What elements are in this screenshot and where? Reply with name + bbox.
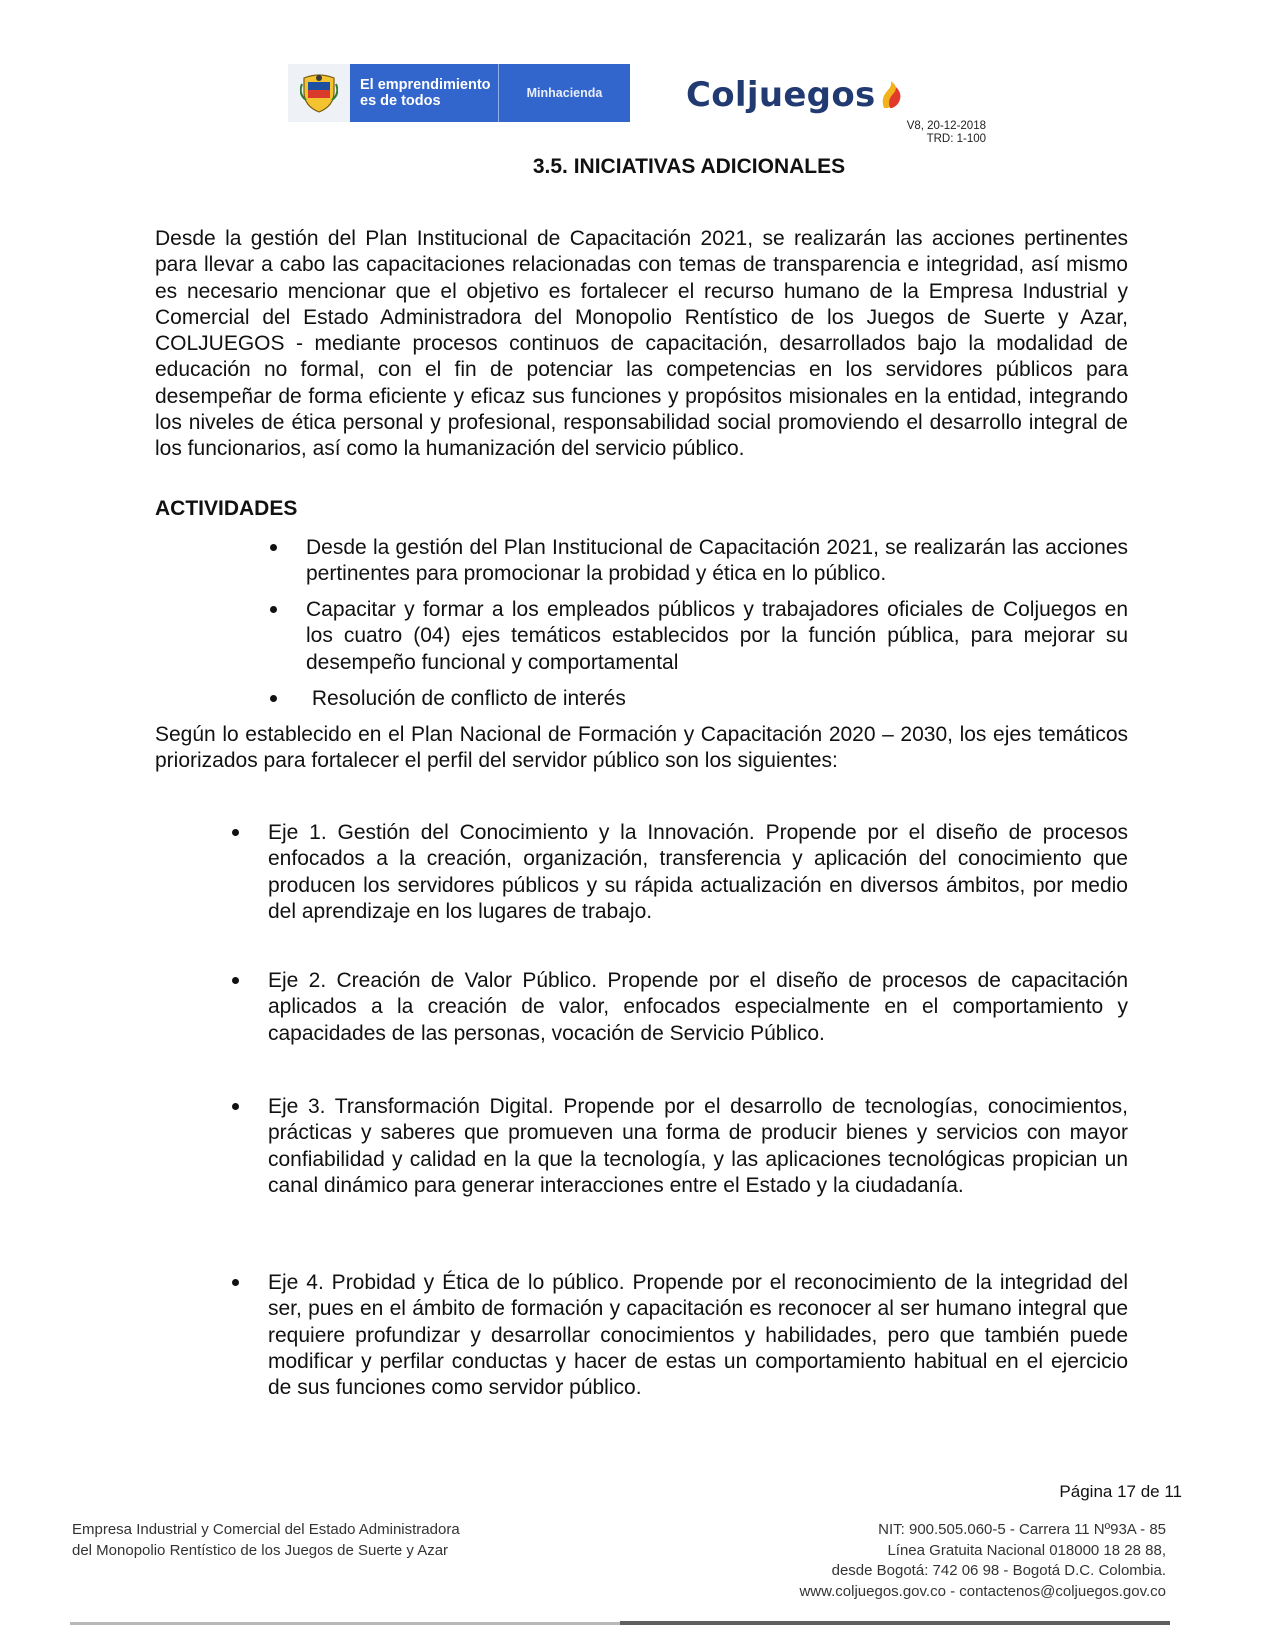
bullet-icon xyxy=(270,544,277,551)
list-item: Eje 3. Transformación Digital. Propende por el desarrollo de tecnologías, conocimientos, prácticas y saberes que promueven una forma de producir bienes y servicios con mayor confiabilidad y calidad en la que la tecnología, y las aplicaciones tecnológicas propician un canal dinámico para generar interacciones entre el Estado y la ciudadanía. xyxy=(268,1094,1128,1199)
government-logo-banner xyxy=(288,64,630,122)
footer-company-name: Empresa Industrial y Comercial del Estado Administradora del Monopolio Rentístico de los Juegos de Suerte y Azar xyxy=(72,1521,460,1559)
plan-paragraph: Según lo establecido en el Plan Nacional de Formación y Capacitación 2020 – 2030, los ejes temáticos priorizados para fortalecer el perfil del servidor público son los siguientes: xyxy=(155,723,1128,773)
bullet-icon xyxy=(232,1103,239,1110)
footer-divider xyxy=(70,1622,620,1625)
coljuegos-logo xyxy=(686,72,904,118)
intro-paragraph: Desde la gestión del Plan Institucional de Capacitación 2021, se realizarán las acciones pertinentes para llevar a cabo las capacitaciones relacionadas con temas de transparencia e integridad, así mismo es necesario mencionar que el objetivo es fortalecer el recurso humano de la Empresa Industrial y Comercial del Estado Administradora del Monopolio Rentístico de los Juegos de Suerte y Azar, COLJUEGOS - mediante procesos continuos de capacitación, desarrollados bajo la modalidad de educación no formal, con el fin de potenciar las competencias en los servidores públicos para desempeñar de forma eficiente y eficaz sus funciones y propósitos misionales en la entidad, integrando los niveles de ética personal y profesional, responsabilidad social promoviendo el desarrollo integral de los funcionarios, así como la humanización del servicio público. xyxy=(155,227,1128,461)
bullet-icon xyxy=(232,977,239,984)
list-item: Capacitar y formar a los empleados públicos y trabajadores oficiales de Coljuegos en los cuatro (04) ejes temáticos establecidos por la función pública, para mejorar su desempeño funcional y comportamental xyxy=(306,597,1128,676)
brand-wordmark: Coljuegos xyxy=(686,75,876,115)
bullet-icon xyxy=(232,829,239,836)
section-title: 3.5. INICIATIVAS ADICIONALES xyxy=(532,155,846,178)
bullet-icon xyxy=(270,695,277,702)
ministry-name: Minhacienda xyxy=(526,86,603,100)
list-item: Eje 4. Probidad y Ética de lo público. Propende por el reconocimiento de la integridad del ser, pues en el ámbito de formación y capacitación es reconocer al ser humano integral que requiere profundizar y desarrollar conocimientos y habilidades, pero que también puede modificar y perfilar conductas y hacer de estas un comportamiento habitual en el ejercicio de sus funciones como servidor público. xyxy=(268,1270,1128,1401)
document-version: V8, 20-12-2018 TRD: 1-100 xyxy=(906,120,986,145)
page-number: Página 17 de 11 xyxy=(1059,1482,1182,1501)
list-item: Desde la gestión del Plan Institucional de Capacitación 2021, se realizarán las acciones pertinentes para promocionar la probidad y ética en lo público. xyxy=(306,535,1128,588)
footer-links[interactable]: www.coljuegos.gov.co - contactenos@coljuegos.gov.co xyxy=(799,1582,1166,1600)
government-slogan: El emprendimiento es de todos xyxy=(360,77,491,109)
list-item: Eje 2. Creación de Valor Público. Propende por el diseño de procesos de capacitación aplicados a la creación de valor, enfocados especialmente en el comportamiento y capacidades de las personas, vocación de Servicio Público. xyxy=(268,968,1128,1047)
bullet-icon xyxy=(270,606,277,613)
flame-logo-icon xyxy=(878,80,904,110)
colombia-shield-icon xyxy=(288,64,350,122)
bullet-icon xyxy=(232,1279,239,1286)
activities-heading: ACTIVIDADES xyxy=(155,497,298,520)
footer-contact-info: NIT: 900.505.060-5 - Carrera 11 Nº93A - 85 Línea Gratuita Nacional 018000 18 28 88, desde Bogotá: 742 06 98 - Bogotá D.C. Colombia. www.coljuegos.gov.co - contactenos@coljuegos.gov.co xyxy=(799,1520,1166,1602)
list-item: Eje 1. Gestión del Conocimiento y la Innovación. Propende por el diseño de procesos enfocados a la creación, organización, transferencia y aplicación del conocimiento que producen los servidores públicos y su rápida actualización en diversos ámbitos, por medio del aprendizaje en los lugares de trabajo. xyxy=(268,820,1128,925)
footer-divider xyxy=(620,1621,1170,1625)
list-item: Resolución de conflicto de interés xyxy=(306,686,1128,712)
